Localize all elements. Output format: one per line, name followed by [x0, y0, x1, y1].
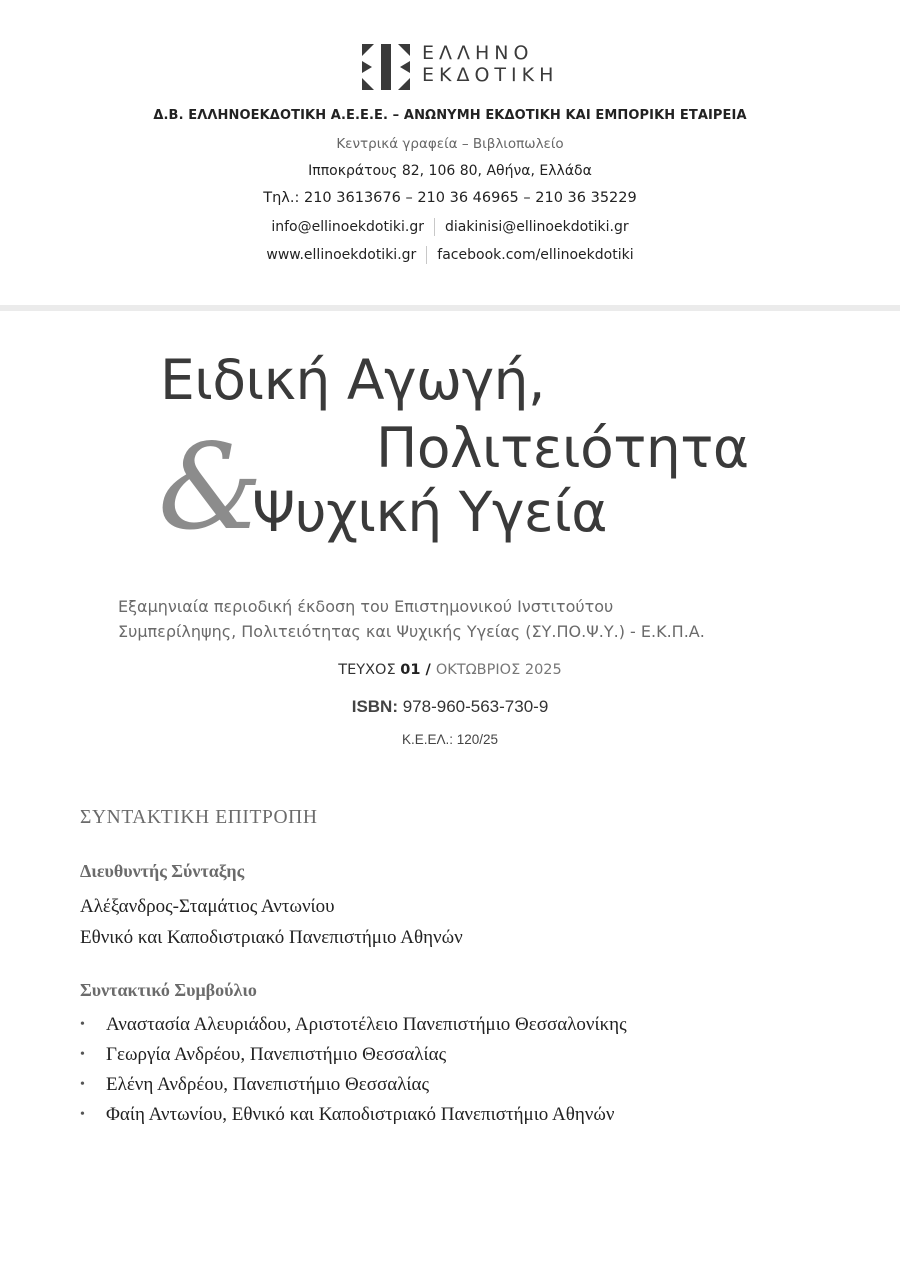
- isbn-info: [0, 697, 900, 717]
- bullet-icon: •: [80, 1047, 85, 1062]
- publisher-phones: Τηλ.: 210 3613676 – 210 36 46965 – 210 36 35229: [263, 190, 637, 206]
- publisher-emails: [0, 218, 900, 236]
- isbn-label: ISBN:: [351, 697, 398, 716]
- committee-title: ΣΥΝΤΑΚΤΙΚΗ ΕΠΙΤΡΟΠΗ: [80, 807, 318, 828]
- member-name: Ελένη Ανδρέου: [106, 1074, 224, 1095]
- member-name: Γεωργία Ανδρέου: [106, 1044, 241, 1065]
- issue-number: 01: [400, 662, 421, 678]
- board-heading: Συντακτικό Συμβούλιο: [80, 980, 257, 1000]
- member-name: Αναστασία Αλευριάδου: [106, 1014, 287, 1035]
- divider: [434, 218, 435, 236]
- issue-info: [0, 662, 900, 678]
- publisher-address: Ιπποκράτους 82, 106 80, Αθήνα, Ελλάδα: [308, 163, 592, 179]
- ellinoekdotiki-logo-icon: [362, 44, 410, 90]
- director-heading: Διευθυντής Σύνταξης: [80, 861, 245, 881]
- journal-title-line-3: Ψυχική Υγεία: [252, 480, 607, 544]
- publisher-subtitle: Κεντρικά γραφεία – Βιβλιοπωλείο: [336, 136, 564, 152]
- publisher-company-name: Δ.Β. ΕΛΛΗΝΟΕΚΔΟΤΙΚΗ Α.Ε.Ε.Ε. – ΑΝΩΝΥΜΗ ΕΚΔΟΤΙΚΗ ΚΑΙ ΕΜΠΟΡΙΚΗ ΕΤΑΙΡΕΙΑ: [153, 108, 747, 123]
- issue-separator: /: [420, 662, 436, 678]
- keel-code: Κ.Ε.ΕΛ.: 120/25: [401, 732, 499, 747]
- journal-title-line-2: Πολιτειότητα: [376, 416, 749, 480]
- journal-description: [118, 594, 838, 644]
- bullet-icon: •: [80, 1017, 85, 1032]
- member-affiliation: , Εθνικό και Καποδιστριακό Πανεπιστήμιο Αθηνών: [222, 1104, 615, 1125]
- facebook-link[interactable]: facebook.com/ellinoekdotiki: [437, 247, 634, 263]
- member-affiliation: , Πανεπιστήμιο Θεσσαλίας: [223, 1074, 430, 1095]
- isbn-value: 978-960-563-730-9: [398, 697, 549, 716]
- member-affiliation: , Αριστοτέλειο Πανεπιστήμιο Θεσσαλονίκης: [286, 1014, 627, 1035]
- member-name: Φαίη Αντωνίου: [106, 1104, 223, 1125]
- journal-title-line-1: Ειδική Αγωγή,: [160, 348, 545, 412]
- board-member: [80, 1103, 627, 1133]
- journal-description-line-1: Εξαμηνιαία περιοδική έκδοση του Επιστημονικού Ινστιτούτου: [118, 597, 614, 616]
- email-diakinisi-link[interactable]: diakinisi@ellinoekdotiki.gr: [444, 219, 629, 235]
- email-info-link[interactable]: info@ellinoekdotiki.gr: [271, 219, 424, 235]
- board-member-list: [80, 1013, 627, 1133]
- website-link[interactable]: www.ellinoekdotiki.gr: [266, 247, 417, 263]
- wordmark-line2: ΕΚΔΟΤΙΚΗ: [422, 64, 559, 86]
- publisher-web-links: [0, 246, 900, 264]
- publisher-logo: [362, 42, 562, 90]
- issue-label: ΤΕΥΧΟΣ: [338, 662, 401, 678]
- header-divider-band: [0, 305, 900, 311]
- bullet-icon: •: [80, 1077, 85, 1092]
- journal-description-line-2: Συμπερίληψης, Πολιτειότητας και Ψυχικής Υγείας (ΣΥ.ΠΟ.Ψ.Υ.) - Ε.Κ.Π.Α.: [118, 622, 705, 641]
- bullet-icon: •: [80, 1107, 85, 1122]
- wordmark-line1: ΕΛΛΗΝΟ: [422, 42, 534, 64]
- director-affiliation: Εθνικό και Καποδιστριακό Πανεπιστήμιο Αθηνών: [80, 927, 463, 948]
- director-name: Αλέξανδρος-Σταμάτιος Αντωνίου: [80, 896, 335, 917]
- divider: [426, 246, 427, 264]
- journal-title-ampersand: &: [158, 418, 264, 556]
- board-member: [80, 1043, 627, 1073]
- member-affiliation: , Πανεπιστήμιο Θεσσαλίας: [240, 1044, 447, 1065]
- board-member: [80, 1073, 627, 1103]
- publisher-wordmark: [422, 42, 558, 86]
- board-member: [80, 1013, 627, 1043]
- issue-date: ΟΚΤΩΒΡΙΟΣ 2025: [435, 662, 562, 678]
